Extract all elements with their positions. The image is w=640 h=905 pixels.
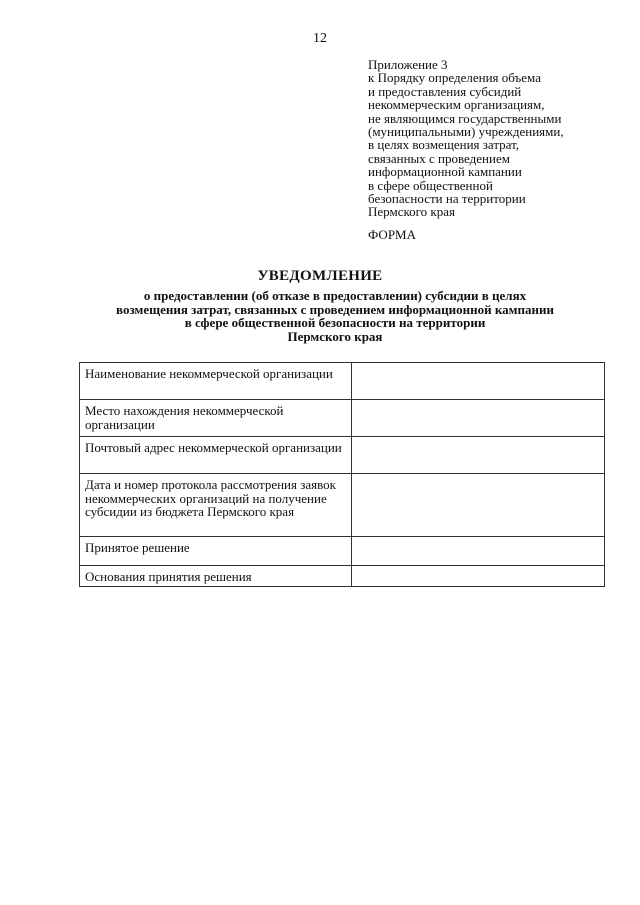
table-row [80, 566, 605, 587]
row-value-field[interactable] [352, 566, 605, 587]
subtitle-line: возмещения затрат, связанных с проведением информационной кампании [116, 301, 554, 317]
row-label: Дата и номер протокола рассмотрения заявок некоммерческих организаций на получение субсидии из бюджета Пермского края [80, 474, 352, 537]
row-value-field[interactable] [352, 363, 605, 400]
appendix-title: Приложение 3 [368, 57, 448, 72]
document-subtitle [70, 289, 600, 343]
row-label: Принятое решение [80, 537, 352, 566]
appendix-line: к Порядку определения объема [368, 70, 541, 86]
page-number: 12 [313, 31, 327, 46]
row-label: Почтовый адрес некоммерческой организации [80, 437, 352, 474]
row-label: Место нахождения некоммерческой организации [80, 400, 352, 437]
appendix-line: (муниципальными) учреждениями, [368, 124, 564, 140]
table-row [80, 400, 605, 437]
appendix-line: связанных с проведением [368, 150, 510, 166]
row-value-field[interactable] [352, 400, 605, 437]
table-row [80, 474, 605, 537]
appendix-line: некоммерческим организациям, [368, 97, 545, 113]
table-row [80, 363, 605, 400]
subtitle-line: Пермского края [287, 328, 383, 344]
row-label: Основания принятия решения [80, 566, 352, 587]
appendix-line: Пермского края [368, 204, 455, 220]
row-value-field[interactable] [352, 537, 605, 566]
table-row [80, 537, 605, 566]
notice-table [79, 362, 605, 587]
appendix-block [368, 58, 618, 219]
subtitle-line: в сфере общественной безопасности на территории [184, 315, 486, 330]
row-label: Наименование некоммерческой организации [80, 363, 352, 400]
appendix-line: в целях возмещения затрат, [368, 137, 520, 153]
appendix-line: и предоставления субсидий [368, 83, 522, 99]
appendix-line: информационной кампании [368, 164, 522, 180]
form-label: ФОРМА [368, 227, 416, 242]
appendix-line: в сфере общественной [368, 177, 493, 193]
row-value-field[interactable] [352, 474, 605, 537]
appendix-line: не являющимся государственными [368, 110, 562, 126]
row-value-field[interactable] [352, 437, 605, 474]
table-row [80, 437, 605, 474]
appendix-line: безопасности на территории [368, 191, 526, 207]
subtitle-line: о предоставлении (об отказе в предоставлении) субсидии в целях [143, 288, 527, 303]
document-title: УВЕДОМЛЕНИЕ [257, 268, 383, 284]
